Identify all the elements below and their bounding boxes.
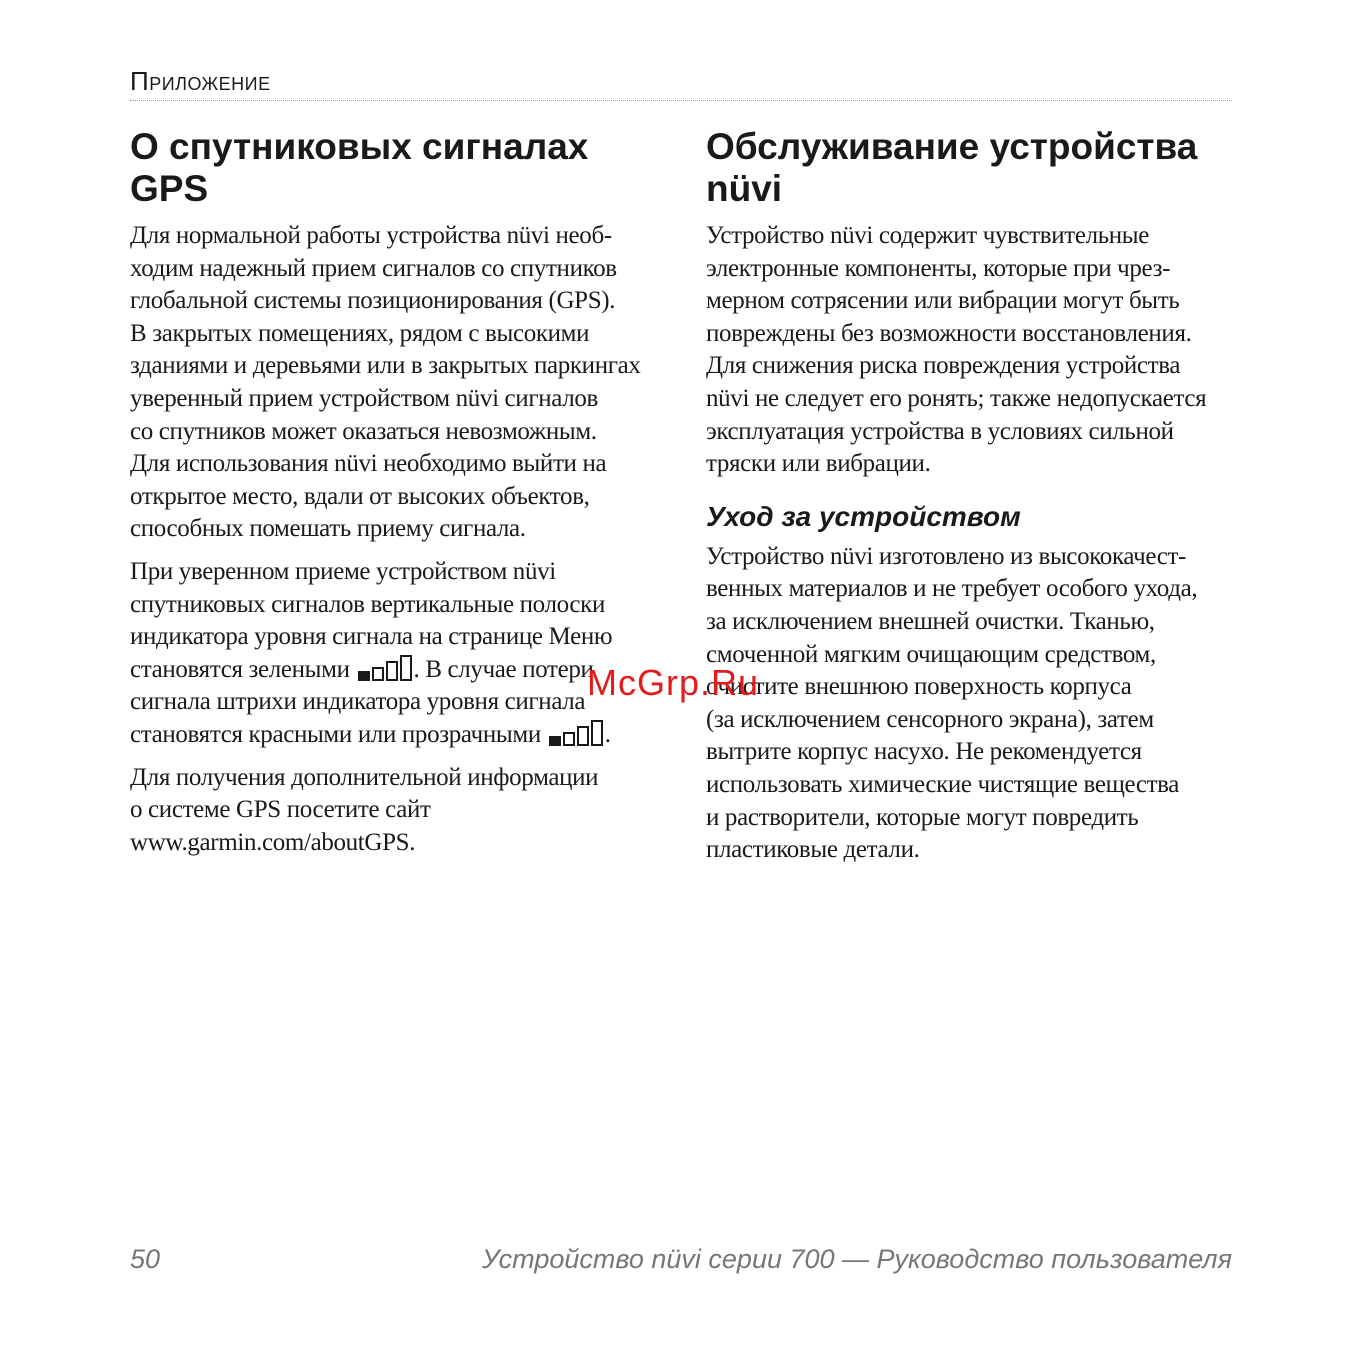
text-line: о системе GPS посетите сайт — [130, 796, 431, 824]
text-line: использовать химические чистящие вещества — [706, 770, 1180, 798]
text-line: становятся красными или прозрачными — [130, 720, 547, 748]
text-line: зданиями и деревьями или в закрытых паркингах — [130, 352, 641, 380]
text-line: уверенный прием устройством nüvi сигналов — [130, 384, 598, 412]
text-line: за исключением внешней очистки. Тканью, — [706, 607, 1155, 635]
text-line: очистите внешнюю поверхность корпуса — [706, 673, 1132, 701]
right-column — [706, 126, 1226, 877]
text-line: тряски или вибрации. — [706, 450, 931, 478]
signal-strength-full-icon — [358, 655, 412, 681]
text-line: (за исключением сенсорного экрана), затем — [706, 705, 1154, 733]
page-number: 50 — [130, 1244, 161, 1274]
text-line: Для использования nüvi необходимо выйти на — [130, 450, 607, 478]
care-subsection-title: Уход за устройством — [706, 500, 1021, 532]
text-line: повреждены без возможности восстановления. — [706, 319, 1192, 347]
text-line: открытое место, вдали от высоких объектов, — [130, 482, 590, 510]
text-line: способных помешать приему сигнала. — [130, 515, 526, 543]
text-line: Для снижения риска повреждения устройства — [706, 352, 1181, 380]
signal-strength-weak-icon — [549, 720, 603, 746]
footer-doc-title: Устройство nüvi серии 700 — Руководство пользователя — [481, 1244, 1232, 1274]
text-line: спутниковых сигналов вертикальные полоски — [130, 590, 605, 618]
text-line: вытрите корпус насухо. Не рекомендуется — [706, 738, 1142, 766]
text-line: становятся зелеными — [130, 655, 356, 683]
text-line: глобальной системы позиционирования (GPS). — [130, 287, 616, 315]
text-line: В закрытых помещениях, рядом с высокими — [130, 319, 590, 347]
text-line: со спутников может оказаться невозможным. — [130, 417, 597, 445]
garmin-gps-url: www.garmin.com/aboutGPS. — [130, 828, 416, 856]
text-line: Устройство nüvi содержит чувствительные — [706, 222, 1149, 249]
maintenance-paragraph — [706, 220, 1226, 481]
text-line: nüvi не следует его ронять; также недопускается — [706, 384, 1207, 412]
maintenance-section-title: Обслуживание устройства nüvi — [706, 126, 1198, 209]
page-section-header: Приложение — [130, 66, 271, 96]
text-line: и растворители, которые могут повредить — [706, 803, 1139, 831]
text-line: . — [604, 720, 611, 748]
text-line: При уверенном приеме устройством nüvi — [130, 557, 556, 585]
text-line: электронные компоненты, которые при чрез- — [706, 254, 1171, 282]
care-paragraph — [706, 541, 1226, 867]
text-line: Устройство nüvi изготовлено из высококачест- — [706, 542, 1187, 570]
text-line: индикатора уровня сигнала на странице Меню — [130, 623, 613, 651]
text-line: Для получения дополнительной информации — [130, 763, 599, 791]
gps-paragraph-2 — [130, 556, 660, 752]
site-watermark: McGrp.Ru — [587, 662, 760, 703]
text-line: . В случае потери — [413, 655, 594, 683]
header-divider — [130, 100, 1232, 101]
gps-section-title: О спутниковых сигналах GPS — [130, 126, 589, 209]
text-line: ходим надежный прием сигналов со спутников — [130, 254, 617, 282]
text-line: венных материалов и не требует особого ухода, — [706, 575, 1198, 603]
text-line: мерном сотрясении или вибрации могут быть — [706, 287, 1180, 315]
text-line: смоченной мягким очищающим средством, — [706, 640, 1156, 668]
text-line: сигнала штрихи индикатора уровня сигнала — [130, 688, 586, 716]
gps-paragraph-3 — [130, 762, 660, 860]
left-column — [130, 126, 660, 869]
text-line: эксплуатация устройства в условиях сильной — [706, 417, 1174, 445]
text-line: Для нормальной работы устройства nüvi необ- — [130, 222, 612, 249]
gps-paragraph-1 — [130, 220, 660, 546]
text-line: пластиковые детали. — [706, 836, 920, 864]
